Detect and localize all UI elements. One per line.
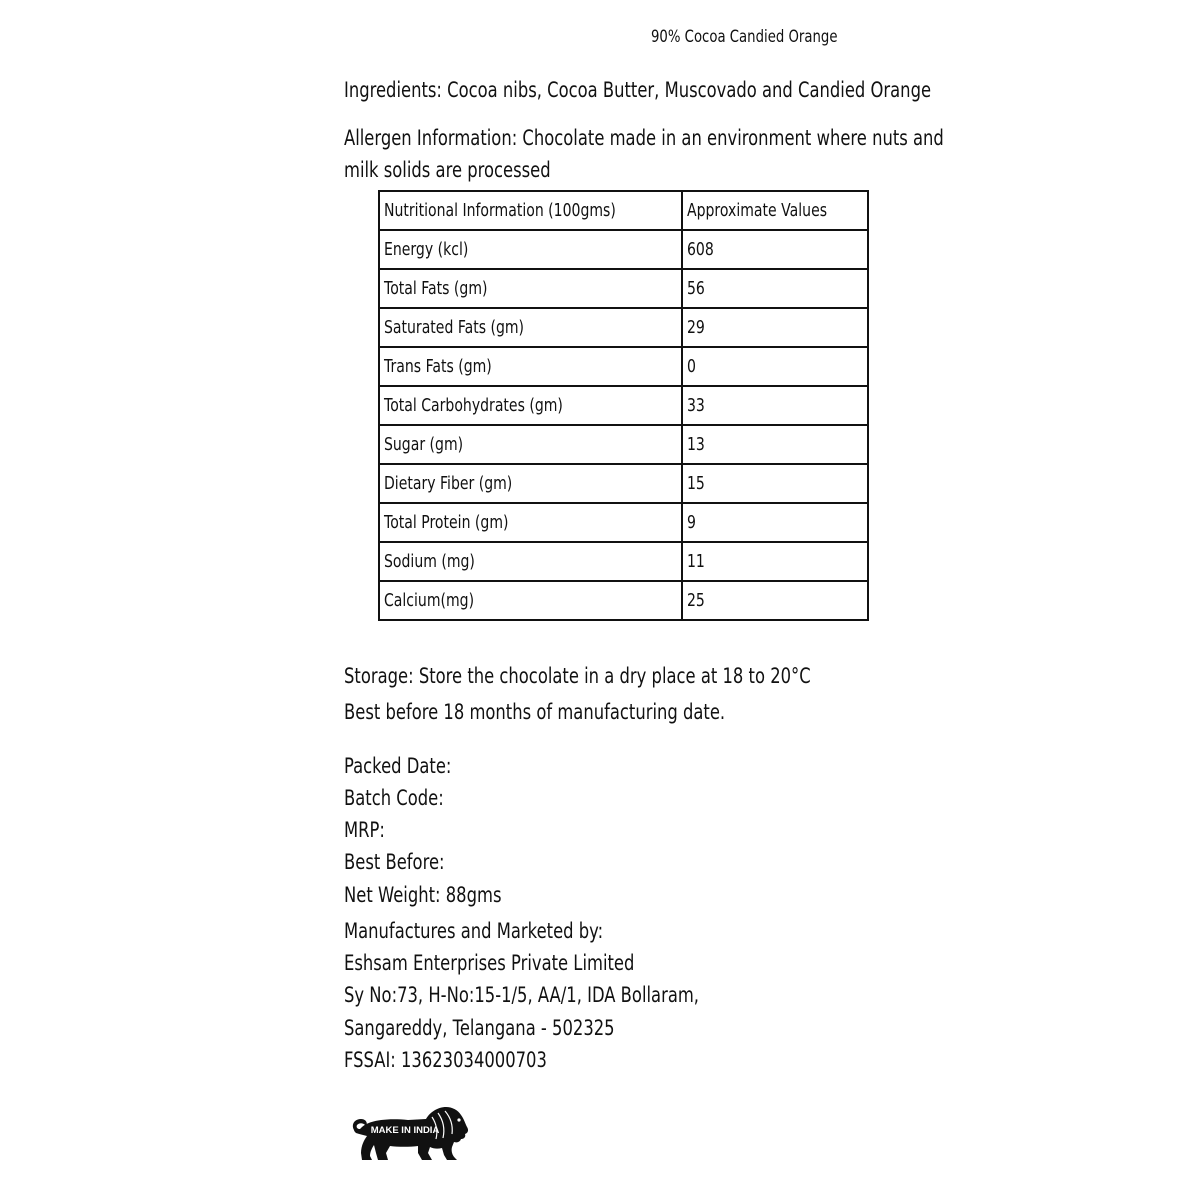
nutrition-header-value: Approximate Values — [682, 191, 868, 230]
nutrition-table — [378, 190, 869, 621]
nutrient-value: 25 — [682, 581, 868, 620]
manufacturer-heading: Manufactures and Marketed by: — [344, 919, 604, 943]
make-in-india-lion-icon — [348, 1103, 470, 1163]
nutrient-value: 9 — [682, 503, 868, 542]
table-row — [379, 503, 868, 542]
nutrient-label: Total Fats (gm) — [379, 269, 682, 308]
manufacturer-address-2: Sangareddy, Telangana - 502325 — [344, 1016, 615, 1040]
nutrient-value: 33 — [682, 386, 868, 425]
table-row — [379, 464, 868, 503]
net-weight-field: Net Weight: 88gms — [344, 883, 502, 907]
nutrient-label: Sodium (mg) — [379, 542, 682, 581]
table-row — [379, 230, 868, 269]
nutrient-label: Trans Fats (gm) — [379, 347, 682, 386]
best-before-note: Best before 18 months of manufacturing date. — [344, 700, 726, 724]
packed-date-field: Packed Date: — [344, 754, 452, 778]
manufacturer-name: Eshsam Enterprises Private Limited — [344, 951, 635, 975]
nutrient-label: Energy (kcl) — [379, 230, 682, 269]
nutrient-label: Saturated Fats (gm) — [379, 308, 682, 347]
table-row — [379, 269, 868, 308]
nutrition-table-header — [379, 191, 868, 230]
table-row — [379, 347, 868, 386]
nutrient-value: 0 — [682, 347, 868, 386]
nutrient-value: 608 — [682, 230, 868, 269]
storage-text: Storage: Store the chocolate in a dry place at 18 to 20°C — [344, 664, 811, 688]
nutrient-label: Calcium(mg) — [379, 581, 682, 620]
product-title: 90% Cocoa Candied Orange — [651, 27, 838, 47]
batch-code-field: Batch Code: — [344, 786, 444, 810]
fssai-number: FSSAI: 13623034000703 — [344, 1048, 547, 1072]
nutrient-label: Total Carbohydrates (gm) — [379, 386, 682, 425]
nutrition-header-label: Nutritional Information (100gms) — [379, 191, 682, 230]
table-row — [379, 581, 868, 620]
best-before-field: Best Before: — [344, 850, 445, 874]
manufacturer-address-1: Sy No:73, H-No:15-1/5, AA/1, IDA Bollaram, — [344, 983, 700, 1007]
nutrient-value: 29 — [682, 308, 868, 347]
nutrient-label: Sugar (gm) — [379, 425, 682, 464]
nutrient-value: 15 — [682, 464, 868, 503]
table-row — [379, 386, 868, 425]
table-row — [379, 542, 868, 581]
nutrient-label: Dietary Fiber (gm) — [379, 464, 682, 503]
mrp-field: MRP: — [344, 818, 385, 842]
nutrient-value: 56 — [682, 269, 868, 308]
table-row — [379, 308, 868, 347]
nutrient-value: 13 — [682, 425, 868, 464]
table-row — [379, 425, 868, 464]
allergen-line-2: milk solids are processed — [344, 158, 551, 182]
nutrient-label: Total Protein (gm) — [379, 503, 682, 542]
nutrient-value: 11 — [682, 542, 868, 581]
logo-text: MAKE IN INDIA — [370, 1125, 440, 1136]
ingredients-text: Ingredients: Cocoa nibs, Cocoa Butter, Muscovado and Candied Orange — [344, 78, 932, 102]
allergen-line-1: Allergen Information: Chocolate made in an environment where nuts and — [344, 126, 944, 150]
